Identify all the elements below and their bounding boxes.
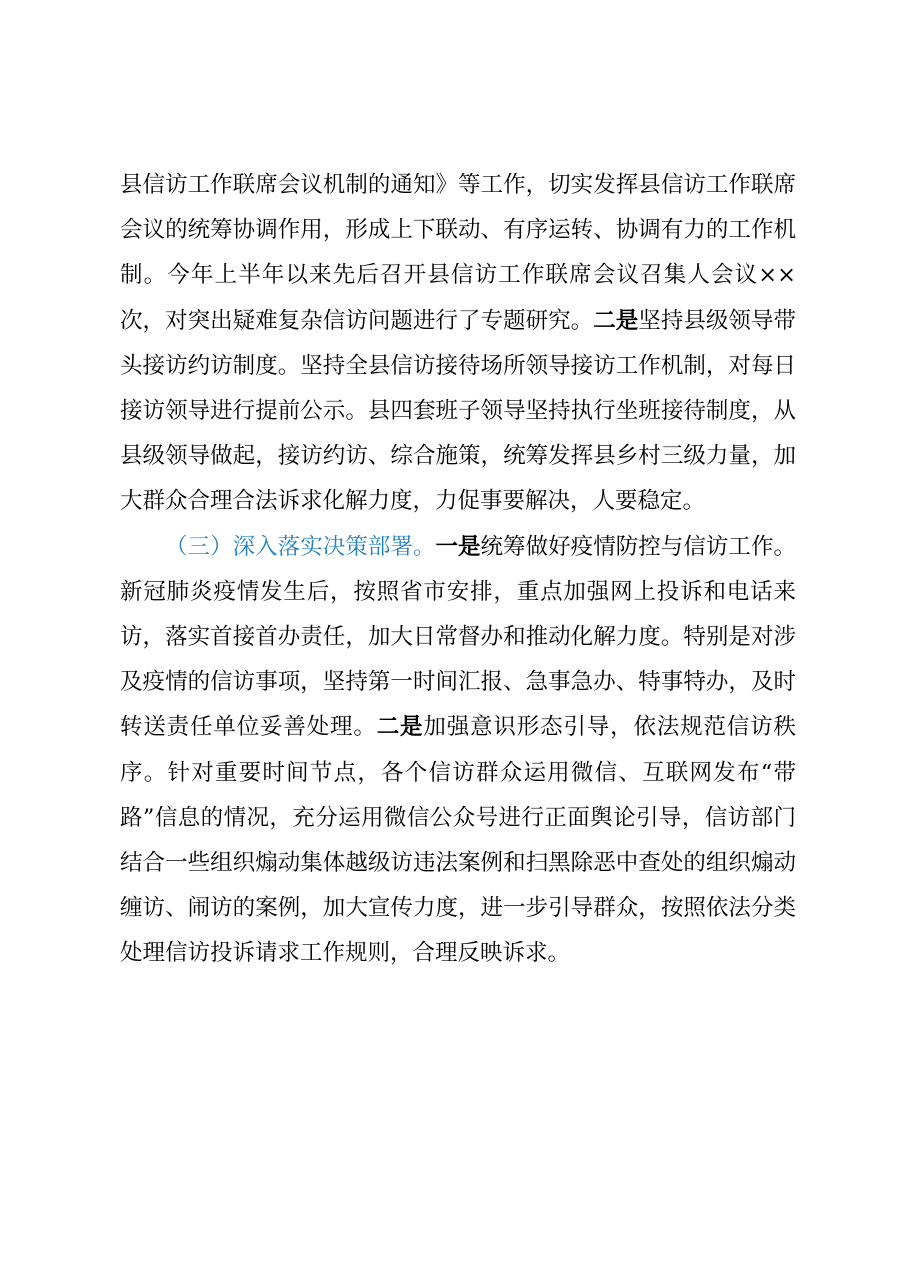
document-body	[120, 163, 796, 977]
paragraph-section-three	[120, 525, 796, 977]
paragraph-text: 统筹做好疫情防控与信访工作。新冠肺炎疫情发生后，按照省市安排，重点加强网上投诉和电话来访，落实首接首办责任，加大日常督办和推动化解力度。特别是对涉及疫情的信访事项，坚持第一时间汇报、急事急办、特事特办，及时转送责任单位妥善处理。	[120, 533, 796, 741]
paragraph-text: 县信访工作联席会议机制的通知》等工作，切实发挥县信访工作联席会议的统筹协调作用，形成上下联动、有序运转、协调有力的工作机制。今年上半年以来先后召开县信访工作联席会议召集人会议××次，对突出疑难复杂信访问题进行了专题研究。	[120, 172, 796, 334]
paragraph-continued	[120, 163, 796, 525]
section-heading: （三）深入落实决策部署。	[165, 533, 436, 560]
paragraph-text: 加强意识形态引导，依法规范信访秩序。针对重要时间节点，各个信访群众运用微信、互联网发布“带路”信息的情况，充分运用微信公众号进行正面舆论引导，信访部门结合一些组织煽动集体越级访违法案例和扫黑除恶中查处的组织煽动缠访、闹访的案例，加大宣传力度，进一步引导群众，按照依法分类处理信访投诉请求工作规则，合理反映诉求。	[120, 714, 796, 967]
item-marker-two: 二是	[376, 714, 424, 741]
item-marker-two: 二是	[593, 307, 639, 334]
paragraph-text: 坚持县级领导带头接访约访制度。坚持全县信访接待场所领导接访工作机制，对每日接访领导进行提前公示。县四套班子领导坚持执行坐班接待制度，从县级领导做起，接访约访、综合施策，统筹发挥县乡村三级力量，加大群众合理合法诉求化解力度，力促事要解决，人要稳定。	[120, 307, 796, 515]
item-marker-one: 一是	[435, 533, 481, 560]
